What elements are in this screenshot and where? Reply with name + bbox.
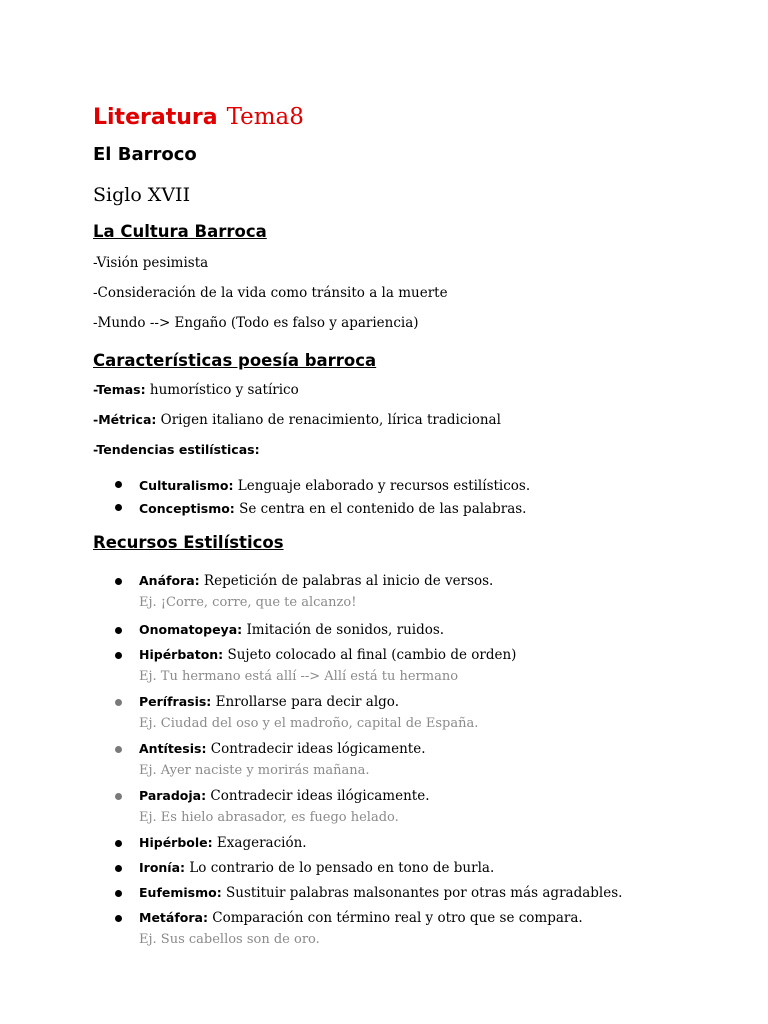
bullet-icon [115, 915, 122, 922]
item-label: Hipérbole: [139, 835, 213, 850]
item-text: Lenguaje elaborado y recursos estilísticos. [233, 478, 531, 494]
item-text: humorístico y satírico [145, 382, 299, 398]
item-label: Antítesis: [139, 741, 207, 756]
list-item [115, 833, 733, 853]
tendencias-list [93, 474, 733, 520]
item-text: Se centra en el contenido de las palabras. [234, 501, 527, 517]
list-item [115, 858, 733, 878]
example-text: Ej. Ciudad del oso y el madroño, capital de España. [139, 716, 479, 731]
bullet-icon [115, 746, 122, 753]
century-heading: Siglo XVII [93, 184, 191, 206]
caracteristica-item [93, 405, 733, 435]
item-label: Culturalismo: [139, 478, 234, 493]
item-label: Hipérbaton: [139, 647, 224, 662]
item-label: Anáfora: [139, 573, 200, 588]
document-title [93, 104, 733, 138]
example-text: Ej. Sus cabellos son de oro. [139, 932, 320, 947]
item-label: -Temas: [93, 382, 146, 397]
item-text: Sujeto colocado al final (cambio de orden) [223, 647, 517, 663]
caracteristicas-list [93, 375, 733, 465]
bullet-icon [115, 840, 122, 847]
example-text: Ej. ¡Corre, corre, que te alcanzo! [139, 595, 357, 610]
list-item [115, 474, 733, 497]
list-item [115, 497, 733, 520]
subject-title: Literatura [93, 105, 218, 130]
item-text: Origen italiano de renacimiento, lírica tradicional [156, 412, 501, 428]
bullet-icon [115, 699, 122, 706]
cultura-line: -Consideración de la vida como tránsito a la muerte [93, 285, 448, 301]
item-text: Contradecir ideas ilógicamente. [206, 788, 430, 804]
item-label: -Tendencias estilísticas: [93, 442, 260, 457]
item-text: Comparación con término real y otro que se compara. [207, 910, 583, 926]
bullet-icon [115, 481, 122, 488]
bullet-icon [115, 865, 122, 872]
bullet-icon [115, 652, 122, 659]
section-heading-recursos: Recursos Estilísticos [93, 533, 284, 552]
list-item [115, 908, 733, 950]
cultura-line: -Mundo --> Engaño (Todo es falso y apariencia) [93, 315, 419, 331]
example-text: Ej. Tu hermano está allí --> Allí está tu hermano [139, 669, 459, 684]
item-text: Imitación de sonidos, ruidos. [242, 622, 445, 638]
example-text: Ej. Es hielo abrasador, es fuego helado. [139, 810, 399, 825]
item-label: Onomatopeya: [139, 622, 243, 637]
item-label: -Métrica: [93, 412, 157, 427]
cultura-line: -Visión pesimista [93, 255, 209, 271]
caracteristica-item [93, 435, 733, 465]
item-label: Paradoja: [139, 788, 207, 803]
bullet-icon [115, 504, 122, 511]
list-item [115, 645, 733, 687]
list-item [115, 571, 733, 613]
bullet-icon [115, 578, 122, 585]
cultura-list [93, 248, 733, 338]
item-label: Conceptismo: [139, 501, 235, 516]
item-label: Metáfora: [139, 910, 208, 925]
bullet-icon [115, 793, 122, 800]
list-item [115, 739, 733, 781]
list-item [115, 692, 733, 734]
section-heading-caracteristicas: Características poesía barroca [93, 351, 377, 370]
caracteristica-item [93, 375, 733, 405]
section-heading-cultura: La Cultura Barroca [93, 222, 267, 241]
list-item [115, 786, 733, 828]
item-label: Perífrasis: [139, 694, 212, 709]
recursos-list [93, 571, 733, 950]
item-text: Lo contrario de lo pensado en tono de burla. [185, 860, 495, 876]
list-item [115, 883, 733, 903]
period-heading: El Barroco [93, 144, 197, 165]
item-text: Enrollarse para decir algo. [211, 694, 399, 710]
bullet-icon [115, 890, 122, 897]
item-text: Repetición de palabras al inicio de versos. [199, 573, 494, 589]
item-text: Contradecir ideas lógicamente. [206, 741, 426, 757]
item-text: Exageración. [212, 835, 307, 851]
example-text: Ej. Ayer naciste y morirás mañana. [139, 763, 370, 778]
bullet-icon [115, 627, 122, 634]
document-page [93, 104, 733, 950]
item-text: Sustituir palabras malsonantes por otras más agradables. [221, 885, 623, 901]
topic-title: Tema8 [226, 104, 304, 130]
item-label: Eufemismo: [139, 885, 222, 900]
list-item [115, 620, 733, 640]
item-label: Ironía: [139, 860, 186, 875]
